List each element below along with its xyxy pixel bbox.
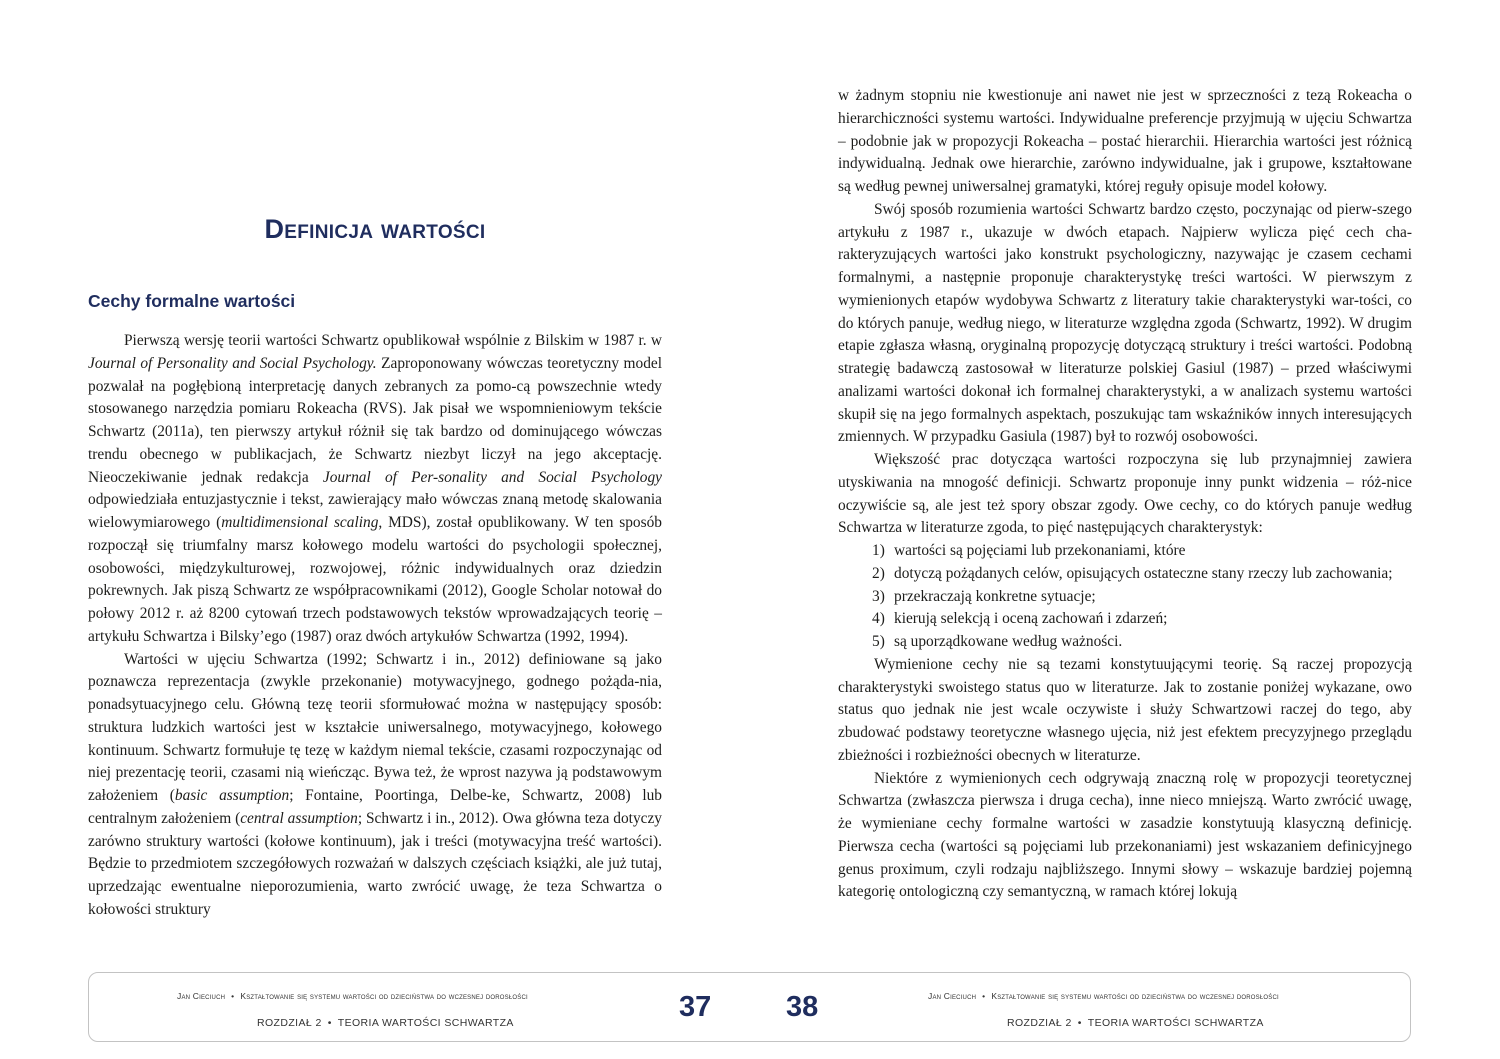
right-page [838,85,1412,904]
italic-phrase: central assumption [240,809,358,827]
section-title: Cechy formalne wartości [88,291,296,311]
list-item-text: wartości są pojęciami lub przekonaniami, które [894,542,1186,559]
footer-left-chapter-separator: • [327,1017,332,1029]
paragraph [88,649,662,922]
italic-phrase: multidimensional scaling [221,514,379,531]
paragraph: Swój sposób rozumienia wartości Schwartz bardzo często, poczynając od pierw-szego artykułu z 1987 r., ukazuje w dwóch etapach. Najpierw wylicza pięć cech cha-rakteryzujących wartości jako konstrukt psychologiczny, nazywając je czasem cechami formalnymi, a następnie proponuje charakterystykę treści wartości. W pierwszym z wymienionych etapów wydobywa Schwartz z literatury takie charakterystyki war-tości, co do których panuje, według niego, w literaturze względna zgoda (Schwartz, 1992). W drugim etapie zgłasza własną, oryginalną propozycję dotyczącą struktury i treści wartości. Podobną strategię badawczą zastosował w literaturze polskiej Gasiul (1987) – przed właściwymi analizami wartości dokonał ich formalnej charakterystyki, a w analizach systemu wartości skupił się na jego formalnych aspektach, poszukując tam wskaźników innych interesujących zmiennych. W przypadku Gasiula (1987) był to rozwój osobowości. [838,200,1412,446]
footer-right-running-head [928,991,1279,1001]
italic-phrase: Journal of Per-sonality and Social Psychology [322,468,662,486]
paragraph: Wymienione cechy nie są tezami konstytuującymi teorię. Są raczej propozycją charakterystyki swoistego status quo w literaturze. Jak to zostanie poniżej wykazane, owo status quo jednak nie jest wcale oczywiste i służy Schwartzowi raczej do tego, aby zbudować podstawy teoretyczne własnego ujęcia, niż jest efektem precyzyjnego przeglądu zbieżności i rozbieżności obecnych w literaturze. [838,655,1412,764]
footer-right-chapter-title: TEORIA WARTOŚCI SCHWARTZA [1087,1017,1264,1029]
chapter-title [88,214,662,244]
list-item-number: 2) [872,564,885,582]
footer-left-chapter [257,1017,514,1029]
paragraph: Większość prac dotycząca wartości rozpoczyna się lub przynajmniej zawiera utyskiwania na mnogość definicji. Schwartz proponuje inny punkt widzenia – róż-nice oczywiście są, ale jest też spory obszar zgody. Owe cechy, co do których panuje według Schwartza w literaturze zgoda, to pięć następujących charakterystyk: [838,451,1412,537]
list-item [838,540,1412,563]
list-item-text: są uporządkowane według ważności. [894,633,1123,650]
list-item [838,563,1412,586]
text-run: , MDS), został opublikowany. W ten sposób rozpoczął się triumfalny marsz kołowego modelu wartości do psychologii społecznej, osobowości, międzykulturowej, rozwojowej, różnic indywidualnych oraz dziedzin pokrewnych. Jak piszą Schwartz ze współpracownikami (2012), Google Scholar notował do połowy 2012 r. aż 8200 cytowań trzech podstawowych tekstów wprowadzających teorię – artykułu Schwartza i Bilsky’ego (1987) oraz dwóch artykułów Schwartza (1992, 1994). [88,514,662,645]
formal-features-list [838,540,1412,654]
footer-left-separator: • [231,991,235,1001]
footer-left-chapter-title: TEORIA WARTOŚCI SCHWARTZA [337,1017,514,1029]
text-run: odpowiedziała entuzjastycznie i tekst, zawierający mało wówczas znaną metodę skalowania wielowymiarowego ( [88,491,662,531]
list-item-text: kierują selekcją i oceną zachowań i zdarzeń; [894,610,1168,628]
page-number-right: 38 [786,991,819,1023]
text-run: ; Schwartz i in., 2012). Owa główna teza dotyczy zarówno struktury wartości (kołowe kontinuum), jak i treści (motywacyjna treść wartości). Będzie to przedmiotem szczegółowych rozważań w dalszych częściach książki, ale już tutaj, uprzedzając ewentualne nieporozumienia, warto zwrócić uwagę, że teza Schwartza o kołowości struktury [88,809,662,918]
footer-left-chapter-number: ROZDZIAŁ 2 [257,1017,322,1029]
list-item-number: 1) [872,542,885,559]
list-item-number: 5) [872,633,885,650]
list-item-number: 4) [872,610,885,628]
footer-right-book-title: Kształtowanie się systemu wartości od dzieciństwa do wczesnej dorosłości [991,991,1279,1001]
footer-left-author: Jan Cieciuch [177,991,226,1001]
footer-left-running-head [177,991,528,1001]
left-body-text [88,330,662,922]
footer-right-author: Jan Cieciuch [928,991,977,1001]
paragraph: w żadnym stopniu nie kwestionuje ani nawet nie jest w sprzeczności z tezą Rokeacha o hierarchiczności systemu wartości. Indywidualne preferencje przyjmują w ujęciu Schwartza – podobnie jak w propozycji Rokeacha – postać hierarchii. Hierarchia wartości jest różnicą indywidualną. Jednak owe hierarchie, zarówno indywidualne, jak i grupowe, kształtowane są według pewnej uniwersalnej gramatyki, której reguły opisuje model kołowy. [838,87,1412,195]
list-item [838,586,1412,609]
italic-phrase: basic assumption [174,787,290,804]
chapter-title-text: Definicja wartości [264,214,486,244]
right-body-text-bottom [838,654,1412,904]
italic-phrase: Journal of Personality and Social Psychology. [88,354,377,372]
paragraph [88,330,662,649]
page-footer [88,972,1411,1042]
paragraph: Niektóre z wymienionych cech odgrywają znaczną rolę w propozycji teoretycznej Schwartza (zwłaszcza pierwsza i druga cecha), inne nieco mniejszą. Warto zwrócić uwagę, że wymieniane cechy formalne wartości w zasadzie konstytuują klasyczną definicję. Pierwsza cecha (wartości są pojęciami lub przekonaniami) jest wskazaniem definicyjnego genus proximum, czyli rodzaju najbliższego. Innymi słowy – wskazuje bardziej pojemną kategorię ontologiczną czy semantyczną, w ramach której lokują [838,769,1412,901]
footer-right-chapter [1007,1017,1264,1029]
footer-right-chapter-number: ROZDZIAŁ 2 [1007,1017,1072,1029]
footer-right-chapter-separator: • [1077,1017,1082,1029]
footer-right-separator: • [982,991,986,1001]
list-item [838,631,1412,654]
text-run: Zaproponowany wówczas teoretyczny model pozwalał na pogłębioną interpretację danych zebranych za pomo-cą powszechnie wtedy stosowanego narzędzia pomiaru Rokeacha (RVS). Jak pisał we wspomnieniowym tekście Schwartz (2011a), ten pierwszy artykuł różnił się tak bardzo od dominującego wówczas trendu obecnego w publikacjach, że Schwartz niezbyt liczył na jego akceptację. Nieoczekiwanie jednak redakcja [88,354,662,486]
text-run: Pierwszą wersję teorii wartości Schwartz opublikował wspólnie z Bilskim w 1987 r. w [124,332,662,349]
text-run: Wartości w ujęciu Schwartza (1992; Schwartz i in., 2012) definiowane są jako poznawcza reprezentacja (zwykle przekonanie) motywacyjnego, godnego pożąda-nia, ponadsytuacyjnego celu. Główną tezę teorii sformułować można w następujący sposób: struktura ludzkich wartości jest w kształcie uniwersalnego, motywacyjnego, kołowego kontinuum. Schwartz formułuje tę tezę w każdym niemal tekście, czasami rozpoczynając od niej prezentację teorii, czasami nią wieńcząc. Bywa też, że wprost nazywa ją podstawowym założeniem ( [88,650,662,804]
list-item-text: przekraczają konkretne sytuacje; [894,587,1096,605]
list-item-number: 3) [872,587,885,605]
page-number-left: 37 [679,991,712,1023]
footer-left-book-title: Kształtowanie się systemu wartości od dzieciństwa do wczesnej dorosłości [240,991,528,1001]
list-item-text: dotyczą pożądanych celów, opisujących ostateczne stany rzeczy lub zachowania; [894,564,1393,582]
right-body-text-top [838,85,1412,540]
text-run: ; Fontaine, Poortinga, Delbe-ke, Schwartz, 2008) lub centralnym założeniem ( [88,787,662,827]
list-item [838,608,1412,631]
